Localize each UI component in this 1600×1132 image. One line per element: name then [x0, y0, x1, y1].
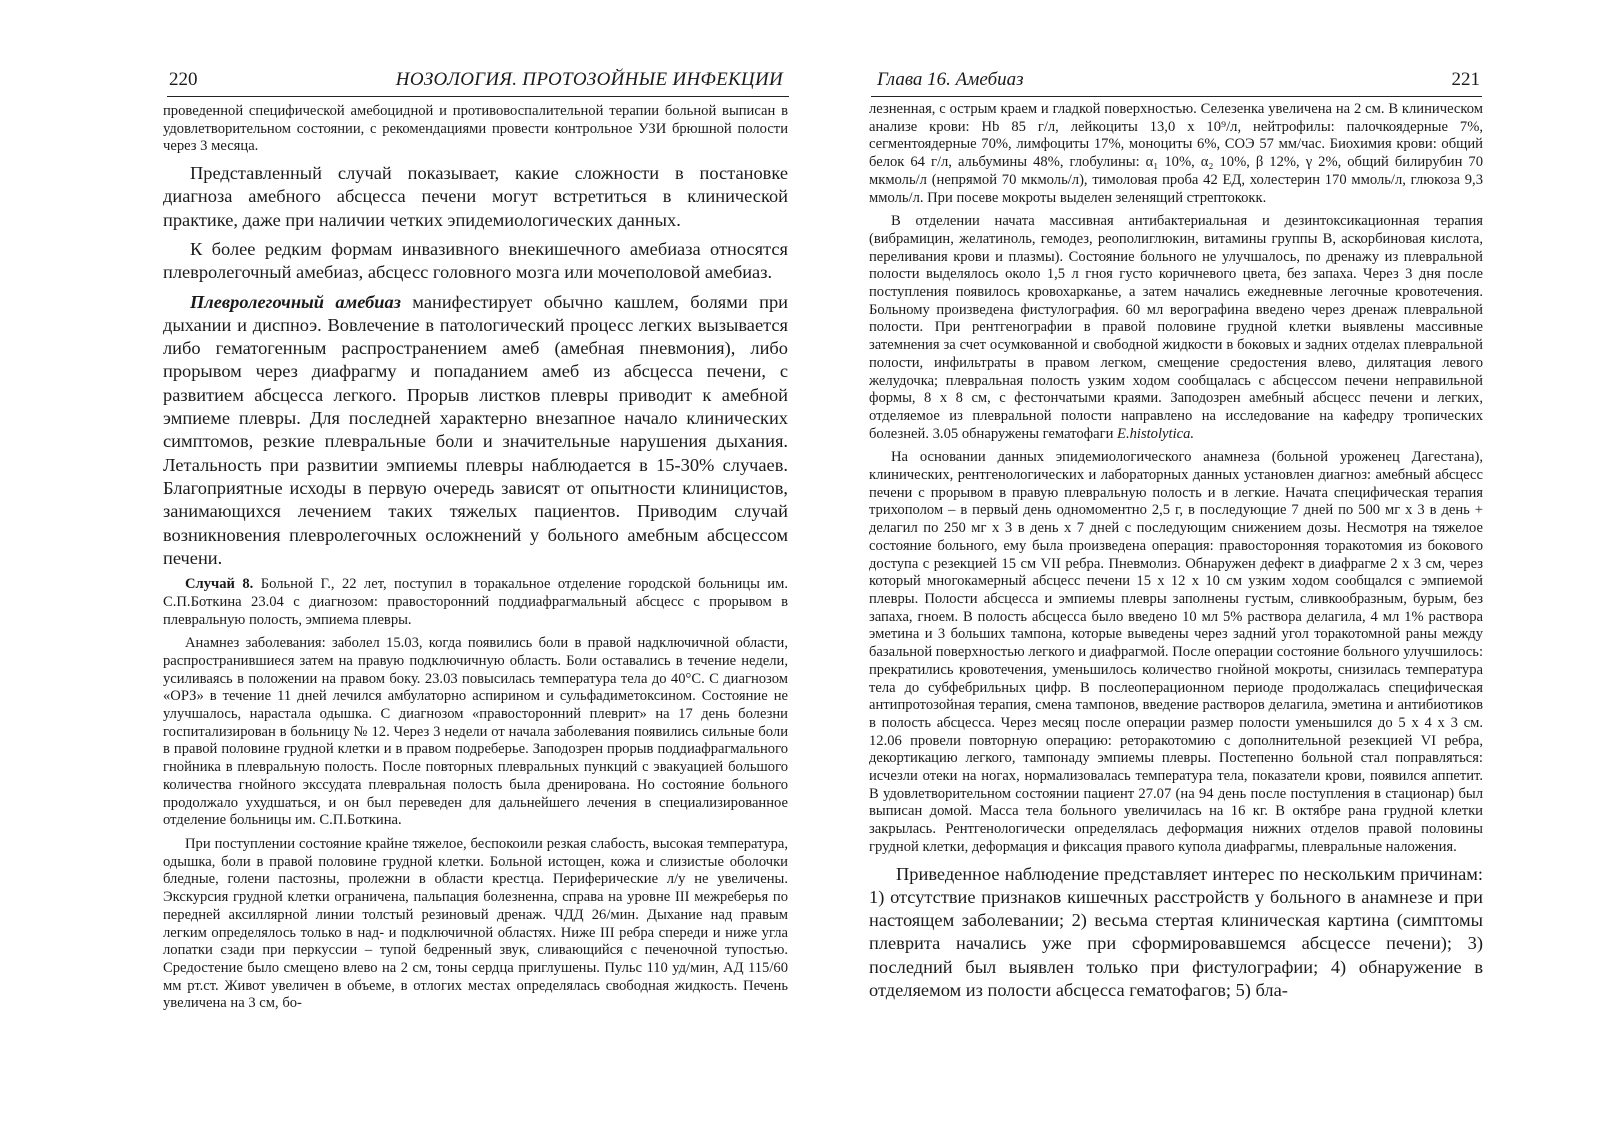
page-number: 221 [1451, 69, 1480, 90]
paragraph-text: Больной Г., 22 лет, поступил в торакальное отделение городской больницы им. С.П.Боткина 23.04 с диагнозом: правосторонний поддиафрагмальный абсцесс с прорывом в плевральную полость, эмпиема плевры. [163, 576, 788, 628]
page-number: 220 [169, 69, 198, 90]
case-paragraph [163, 576, 788, 629]
running-head: Глава 16. Амебиаз [877, 69, 1024, 90]
running-head: НОЗОЛОГИЯ. ПРОТОЗОЙНЫЕ ИНФЕКЦИИ [395, 69, 783, 90]
right-page [800, 0, 1600, 1132]
paragraph: лезненная, с острым краем и гладкой поверхностью. Селезенка увеличена на 2 см. В клиническом анализе крови: Hb 85 г/л, лейкоциты 13,0 х 10⁹/л, нейтрофилы: палочкоядерные 7%, сегментоядерные 70%, лимфоциты 17%, моноциты 6%, СОЭ 57 мм/час. Биохимия крови: общий белок 64 г/л, альбумины 48%, глобулины: α₁ 10%, α₂ 10%, β 12%, γ 2%, общий билирубин 70 мкмоль/л (непрямой 70 мкмоль/л), тимоловая проба 42 ЕД, холестерин 170 ммоль/л, глюкоза 9,3 ммоль/л. При посеве мокроты выделен зеленящий стрептококк. [869, 101, 1483, 206]
paragraph: Приведенное наблюдение представляет интерес по нескольким причинам: 1) отсутствие признаков кишечных расстройств у больного в анамнезе и при настоящем заболевании; 2) весьма стертая клиническая картина (симптомы плеврита начались уже при сформировавшемся абсцессе печени); 3) последний был выявлен только при фистулографии; 4) обнаружение в отделяемом из полости абсцесса гематофагов; 5) бла- [869, 863, 1483, 1001]
paragraph [869, 213, 1483, 443]
paragraph: При поступлении состояние крайне тяжелое, беспокоили резкая слабость, высокая температура, одышка, боли в правой половине грудной клетки. Больной истощен, кожа и слизистые оболочки бледные, голени пастозны, пролежни в области крестца. Периферические л/у не увеличены. Экскурсия грудной клетки ограничена, пальпация болезненна, справа на уровне III межреберья по передней аксиллярной линии толстый резиновый дренаж. ЧДД 26/мин. Дыхание над правым легким определялось только в над- и подключичной областях. Ниже III ребра спереди и ниже угла лопатки сзади при перкуссии – тупой бедренный звук, сливающийся с печеночной тупостью. Средостение было смещено влево на 2 см, тоны сердца приглушены. Пульс 110 уд/мин, АД 115/60 мм рт.ст. Живот увеличен в объеме, в отлогих местах определялась свободная жидкость. Печень увеличена на 3 см, бо- [163, 836, 788, 1012]
section-term: Плевролегочный амебиаз [190, 291, 401, 312]
paragraph-text: В отделении начата массивная антибактериальная и дезинтоксикационная терапия (вибрамицин, желатиноль, гемодез, реополиглюкин, витамины группы В, аскорбиновая кислота, переливания крови и плазмы). Состояние больного не улучшалось, по дренажу из плевральной полости выделялось около 1,5 л гноя густо коричневого цвета, без запаха. Через 3 дня после поступления появилось кровохарканье, а затем начались ежедневные легочные кровотечения. Больному произведена фистулография. 60 мл верографина введено через дренаж плевральной полости. При рентгенографии в правой половине грудной клетки выявлены массивные затемнения за счет осумкованной и свободной жидкости в боковых и задних отделах плевральной полости, инфильтраты в правом легком, смещение средостения влево, дилятация левого желудочка; плевральная полость узким ходом сообщалась с абсцессом печени неправильной формы, 8 х 8 см, с фестончатыми краями. Заподозрен амебный абсцесс печени и легких, отделяемое из плевральной полости направлено на исследование на кафедру тропических болезней. 3.05 обнаружены гематофаги [869, 213, 1483, 442]
right-page-body [869, 101, 1483, 1002]
paragraph: Представленный случай показывает, какие сложности в постановке диагноза амебного абсцесса печени могут встретиться в клинической практике, даже при наличии четких эпидемиологических данных. [163, 163, 788, 230]
paragraph: проведенной специфической амебоцидной и противовоспалительной терапии больной выписан в удовлетворительном состоянии, с рекомендациями провести контрольное УЗИ брюшной полости через 3 месяца. [163, 103, 788, 155]
case-label: Случай 8. [185, 576, 254, 593]
paragraph: Анамнез заболевания: заболел 15.03, когда появились боли в правой надключичной области, распространившиеся затем на правую подключичную область. Боли оставались в течение недели, усиливаясь в положении на правом боку. 23.03 повысилась температура тела до 40°С. С диагнозом «ОРЗ» в течение 11 дней лечился амбулаторно аспирином и сульфадиметоксином. Состояние не улучшалось, нарастала одышка. С диагнозом «правосторонний плеврит» на 17 день болезни госпитализирован в больницу № 12. Через 3 недели от начала заболевания появились сильные боли в правой половине грудной клетки и в правом подреберье. Заподозрен прорыв поддиафрагмального гнойника в плевральную полость. После повторных плевральных пункций с эвакуацией большого количества гнойного экссудата плевральная полость была дренирована. Но состояние больного продолжало ухудшаться, и он был переведен для дальнейшего лечения в специализированное отделение больницы им. С.П.Боткина. [163, 635, 788, 829]
paragraph [163, 291, 788, 571]
species-name: E.histolytica. [1117, 425, 1195, 442]
paragraph: На основании данных эпидемиологического анамнеза (больной уроженец Дагестана), клинических, рентгенологических и лабораторных данных установлен диагноз: амебный абсцесс печени с прорывом в правую плевральную полость и в легкие. Начата специфическая терапия трихополом – в первый день одномоментно 2,5 г, в последующие 7 дней по 500 мг х 3 в день + делагил по 250 мг х 3 в день х 7 дней с последующим снижением дозы. Несмотря на тяжелое состояние больного, ему была произведена операция: правосторонняя торакотомия из бокового доступа с резекцией 15 см VII ребра. Пневмолиз. Обнаружен дефект в диафрагме 2 х 3 см, через который многокамерный абсцесс печени 15 х 12 х 10 см узким ходом сообщался с эмпиемой плевры. Полости абсцесса и эмпиемы плевры заполнены густым, сливкообразным, бурым, без запаха, гноем. В полость абсцесса было введено 10 мл 5% раствора делагила, 4 мл 1% раствора эметина и 3 больших тампона, которые выведены через задний угол торакотомной раны между базальной поверхностью легкого и диафрагмой. После операции состояние больного улучшилось: прекратились кровотечения, уменьшилось количество гнойной мокроты, снизилась температура тела до субфебрильных цифр. В послеоперационном периоде продолжалась специфическая антипротозойная терапия, смена тампонов, введение растворов делагила, эметина и антибиотиков в полость абсцесса. Через месяц после операции размер полости уменьшился до 5 х 4 х 3 см. 12.06 провели повторную операцию: реторакотомию с дополнительной резекцией VI ребра, декортикацию легкого, тампонаду эмпиемы плевры. Постепенно больной стал поправляться: исчезли отеки на ногах, нормализовалась температура тела, показатели крови, появился аппетит. В удовлетворительном состоянии пациент 27.07 (на 94 день после поступления в стационар) был выписан домой. Масса тела больного увеличилась на 16 кг. В октябре рана грудной клетки закрылась. Рентгенологически определялась деформация нижних отделов правой половины грудной клетки, деформация и фиксация правого купола диафрагмы, плевральные наложения. [869, 449, 1483, 855]
paragraph: К более редким формам инвазивного внекишечного амебиаза относятся плевролегочный амебиаз, абсцесс головного мозга или мочеполовой амебиаз. [163, 239, 788, 283]
left-page-body [163, 103, 788, 1013]
left-page-header [167, 66, 789, 97]
paragraph-text: манифестирует обычно кашлем, болями при дыхании и диспноэ. Вовлечение в патологический процесс легких вызывается либо гематогенным распространением амеб (амебная пневмония), либо прорывом через диафрагму и попаданием амеб из абсцесса печени, с развитием абсцесса легкого. Прорыв листков плевры приводит к амебной эмпиеме плевры. Для последней характерно внезапное начало клинических симптомов, резкие плевральные боли и значительные нарушения дыхания. Летальность при развитии эмпиемы плевры наблюдается в 15-30% случаев. Благоприятные исходы в первую очередь зависят от опытности клиницистов, занимающихся лечением таких тяжелых пациентов. Приводим случай возникновения плевролегочных осложнений у больного амебным абсцессом печени. [163, 291, 788, 568]
right-page-header [871, 66, 1482, 97]
